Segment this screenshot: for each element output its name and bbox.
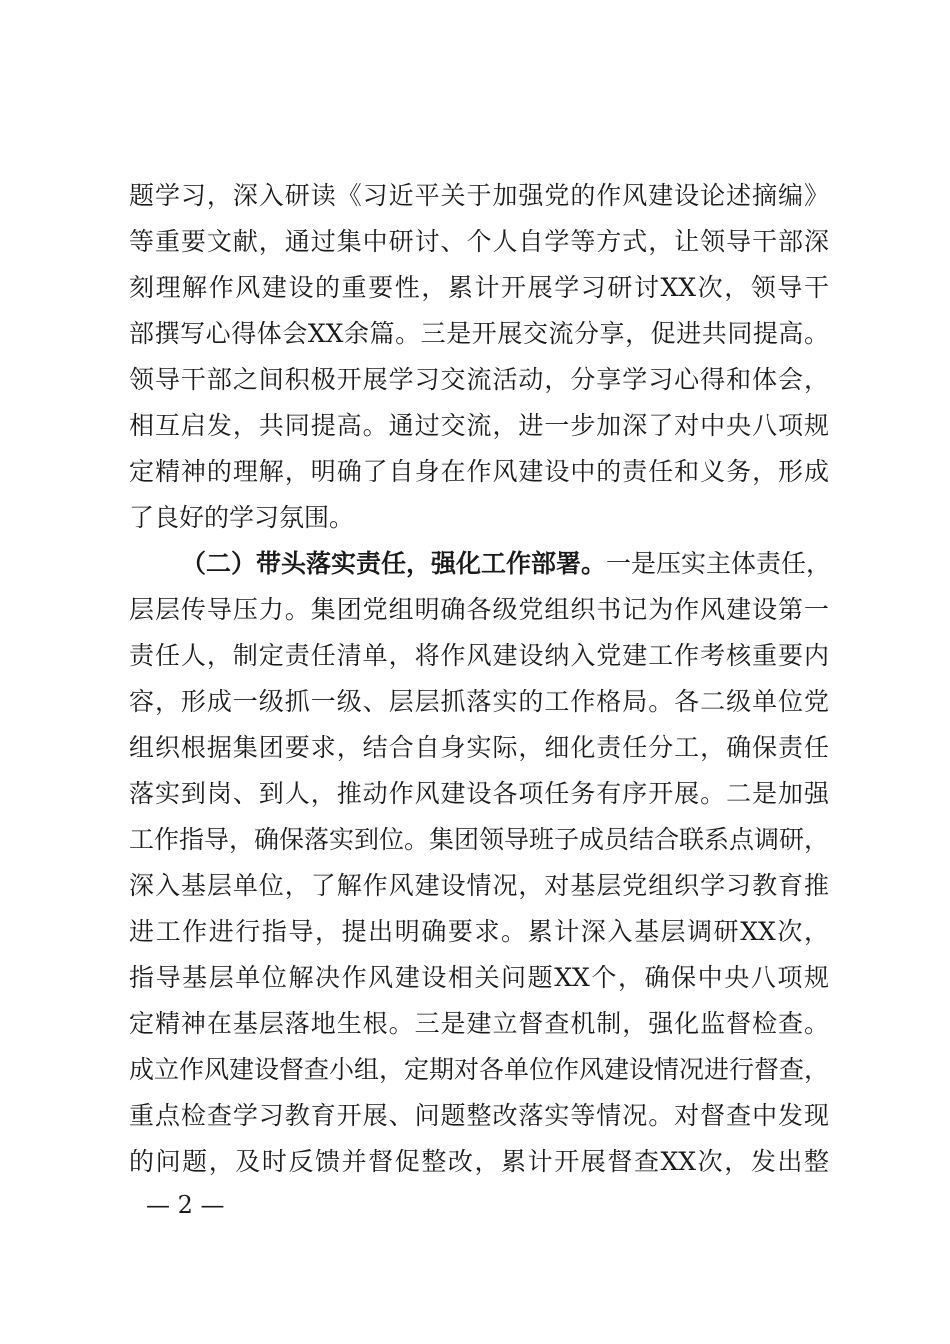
body-text-line: 领导干部之间积极开展学习交流活动，分享学习心得和体会， <box>129 365 829 394</box>
body-text-line: 的问题，及时反馈并督促整改，累计开展督查XX次，发出整 <box>129 1147 829 1176</box>
body-text-line: 指导基层单位解决作风建设相关问题XX个，确保中央八项规 <box>129 963 829 992</box>
body-text-line: 定精神的理解，明确了自身在作风建设中的责任和义务，形成 <box>129 457 829 486</box>
body-text-line: 重点检查学习教育开展、问题整改落实等情况。对督查中发现 <box>129 1101 829 1130</box>
section-heading-line <box>181 549 832 579</box>
body-text-line: 相互启发，共同提高。通过交流，进一步加深了对中央八项规 <box>129 411 829 440</box>
body-text-line: 工作指导，确保落实到位。集团领导班子成员结合联系点调研， <box>129 825 830 854</box>
body-text-line: 了良好的学习氛围。 <box>129 503 355 532</box>
body-text-line: 定精神在基层落地生根。三是建立督查机制，强化监督检查。 <box>129 1009 829 1038</box>
body-text-line: 责任人，制定责任清单，将作风建设纳入党建工作考核重要内 <box>129 641 829 670</box>
body-text-line: 进工作进行指导，提出明确要求。累计深入基层调研XX次， <box>129 917 829 946</box>
body-text-line: 深入基层单位，了解作风建设情况，对基层党组织学习教育推 <box>129 871 829 900</box>
body-text-line: 落实到岗、到人，推动作风建设各项任务有序开展。二是加强 <box>129 779 829 808</box>
body-text-line: 刻理解作风建设的重要性，累计开展学习研讨XX次，领导干 <box>129 273 829 302</box>
page-number: — 2 — <box>146 1191 225 1219</box>
body-text-line: 层层传导压力。集团党组明确各级党组织书记为作风建设第一 <box>129 595 829 624</box>
body-text-line: 容，形成一级抓一级、层层抓落实的工作格局。各二级单位党 <box>129 687 829 716</box>
section-2-heading-continuation: 一是压实主体责任， <box>606 549 832 578</box>
section-2-heading: （二）带头落实责任，强化工作部署。 <box>181 549 607 578</box>
body-text-line: 组织根据集团要求，结合自身实际，细化责任分工，确保责任 <box>129 733 829 762</box>
body-text-line: 等重要文献，通过集中研讨、个人自学等方式，让领导干部深 <box>129 227 829 256</box>
body-text-line: 题学习，深入研读《习近平关于加强党的作风建设论述摘编》 <box>129 181 829 210</box>
body-text-line: 成立作风建设督查小组，定期对各单位作风建设情况进行督查， <box>129 1055 830 1084</box>
body-text-line: 部撰写心得体会XX余篇。三是开展交流分享，促进共同提高。 <box>129 319 829 348</box>
